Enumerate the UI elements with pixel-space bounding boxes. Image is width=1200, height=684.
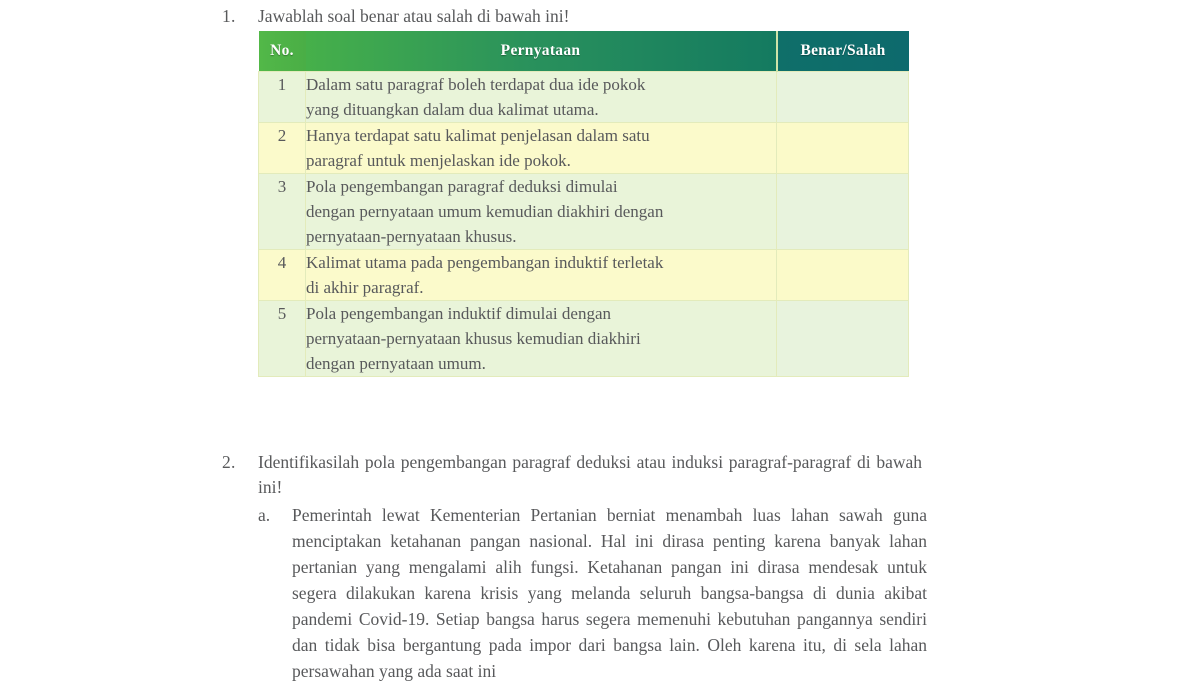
statement-line: paragraf untuk menjelaskan ide pokok. [306, 151, 571, 170]
answer-cell[interactable] [777, 72, 909, 123]
table-row [259, 174, 909, 250]
statement-line: pernyataan-pernyataan khusus kemudian diakhiri [306, 329, 641, 348]
answer-cell[interactable] [777, 174, 909, 250]
answer-cell[interactable] [777, 301, 909, 377]
statement-line: Pola pengembangan paragraf deduksi dimulai [306, 177, 618, 196]
question-1-prompt: Jawablah soal benar atau salah di bawah ini! [258, 6, 570, 26]
row-number: 2 [259, 123, 306, 174]
table-header-row [259, 31, 909, 72]
row-statement [306, 250, 777, 301]
row-number: 1 [259, 72, 306, 123]
statement-line: di akhir paragraf. [306, 278, 424, 297]
statement-line: pernyataan-pernyataan khusus. [306, 227, 517, 246]
row-statement [306, 123, 777, 174]
statement-line: dengan pernyataan umum. [306, 354, 486, 373]
table-row [259, 250, 909, 301]
question-2-prompt: Identifikasilah pola pengembangan paragraf deduksi atau induksi paragraf-paragraf di bawah ini! [258, 452, 922, 497]
column-header-answer: Benar/Salah [777, 31, 909, 72]
true-false-table-wrapper [258, 31, 906, 377]
row-number: 3 [259, 174, 306, 250]
table-header [259, 31, 909, 72]
answer-cell[interactable] [777, 250, 909, 301]
statement-line: dengan pernyataan umum kemudian diakhiri dengan [306, 202, 664, 221]
statement-line: Kalimat utama pada pengembangan induktif terletak [306, 253, 664, 272]
question-2 [222, 450, 922, 500]
statement-line: yang dituangkan dalam dua kalimat utama. [306, 100, 599, 119]
row-statement [306, 301, 777, 377]
subitem-a [258, 502, 927, 684]
answer-cell[interactable] [777, 123, 909, 174]
table-row [259, 301, 909, 377]
question-1-number: 1. [222, 6, 236, 26]
question-1 [222, 4, 922, 29]
table-row [259, 72, 909, 123]
row-statement [306, 72, 777, 123]
table-row [259, 123, 909, 174]
statement-line: Dalam satu paragraf boleh terdapat dua ide pokok [306, 75, 646, 94]
statement-line: Hanya terdapat satu kalimat penjelasan dalam satu [306, 126, 650, 145]
row-number: 5 [259, 301, 306, 377]
true-false-table [258, 31, 909, 377]
subitem-a-paragraph: Pemerintah lewat Kementerian Pertanian berniat menambah luas lahan sawah guna menciptakan ketahanan pangan nasional. Hal ini dirasa penting karena banyak lahan pertanian yang mengalami alih fungsi. Ketahanan pangan ini dirasa mendesak untuk segera dilakukan karena krisis yang melanda seluruh bangsa-bangsa di dunia akibat pandemi Covid-19. Setiap bangsa harus segera memenuhi kebutuhan pangannya sendiri dan tidak bisa bergantung pada impor dari bangsa lain. Oleh karena itu, di sela lahan persawahan yang ada saat ini [292, 505, 927, 681]
row-number: 4 [259, 250, 306, 301]
table-body [259, 72, 909, 377]
row-statement [306, 174, 777, 250]
column-header-no: No. [259, 31, 306, 72]
question-2-number: 2. [222, 452, 236, 472]
subitem-a-letter: a. [258, 505, 271, 525]
column-header-statement: Pernyataan [306, 31, 777, 72]
statement-line: Pola pengembangan induktif dimulai dengan [306, 304, 611, 323]
